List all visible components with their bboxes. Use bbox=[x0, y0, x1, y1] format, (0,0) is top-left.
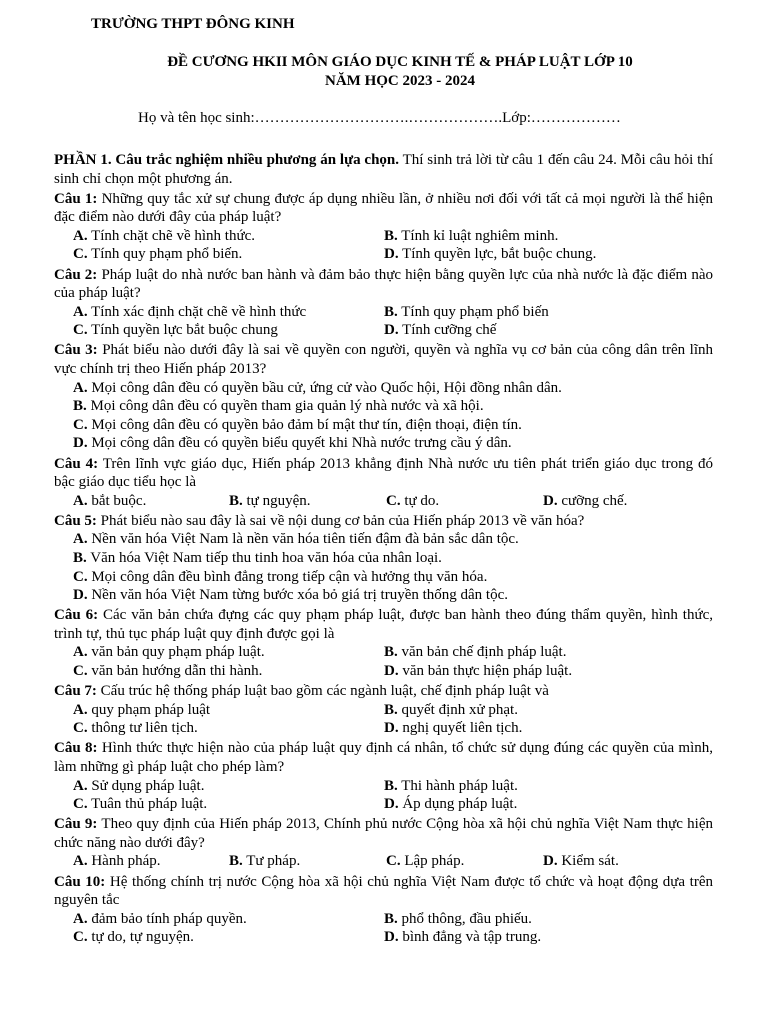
answer-option bbox=[384, 303, 713, 322]
option-text: Tính quy phạm phổ biến bbox=[397, 303, 549, 320]
question-number: Câu 10: bbox=[54, 873, 106, 890]
option-letter: B. bbox=[229, 492, 243, 509]
answer-option bbox=[384, 662, 713, 681]
answer-option bbox=[73, 586, 713, 605]
section-instruction: Thí sinh trả lời từ câu 1 đến câu 24. Mỗi câu hỏi thí sinh chỉ chọn một phương án. bbox=[54, 152, 714, 187]
answer-options bbox=[73, 852, 713, 871]
answer-option bbox=[384, 777, 713, 796]
question-10 bbox=[54, 873, 713, 947]
option-text: tự do, tự nguyện. bbox=[87, 929, 194, 946]
option-text: Lập pháp. bbox=[400, 853, 465, 870]
option-row bbox=[73, 303, 713, 322]
question-text: Hệ thống chính trị nước Cộng hòa xã hội chủ nghĩa Việt Nam được tổ chức và hoạt động dựa trên nguyên tắc bbox=[54, 873, 713, 909]
answer-option bbox=[384, 643, 713, 662]
question-stem bbox=[54, 606, 713, 643]
option-letter: A. bbox=[73, 777, 88, 794]
question-number: Câu 5: bbox=[54, 512, 97, 529]
answer-options bbox=[73, 910, 713, 947]
answer-option bbox=[543, 852, 713, 871]
option-text: Mọi công dân đều có quyền bảo đảm bí mật thư tín, điện thoại, điện tín. bbox=[87, 416, 522, 433]
section-title: PHẦN 1. Câu trắc nghiệm nhiều phương án lựa chọn. bbox=[54, 152, 400, 168]
exam-content bbox=[54, 151, 713, 948]
option-text: thông tư liên tịch. bbox=[87, 720, 198, 737]
option-text: Kiểm sát. bbox=[557, 853, 619, 870]
option-letter: B. bbox=[384, 227, 398, 244]
answer-option bbox=[73, 701, 384, 720]
question-stem bbox=[54, 682, 713, 701]
option-letter: D. bbox=[384, 929, 399, 946]
option-letter: B. bbox=[73, 398, 87, 415]
option-text: tự nguyện. bbox=[242, 492, 311, 509]
option-text: Hành pháp. bbox=[87, 853, 161, 870]
option-text: tự do. bbox=[400, 492, 440, 509]
question-text: Phát biểu nào sau đây là sai về nội dung cơ bản của Hiến pháp 2013 về văn hóa? bbox=[96, 512, 585, 529]
option-text: cưỡng chế. bbox=[557, 492, 628, 509]
student-info-line: Họ và tên học sinh:………………………….……………….Lớp:……………… bbox=[138, 110, 621, 126]
question-4 bbox=[54, 455, 713, 511]
question-number: Câu 9: bbox=[54, 816, 98, 833]
option-letter: D. bbox=[543, 853, 558, 870]
option-letter: C. bbox=[73, 322, 88, 339]
answer-option bbox=[384, 910, 713, 929]
option-letter: C. bbox=[73, 796, 88, 813]
option-text: bình đẳng và tập trung. bbox=[398, 929, 542, 946]
option-row bbox=[73, 719, 713, 738]
option-letter: A. bbox=[73, 303, 88, 320]
answer-option bbox=[73, 227, 384, 246]
option-letter: D. bbox=[384, 720, 399, 737]
option-letter: B. bbox=[384, 303, 398, 320]
option-row bbox=[73, 245, 713, 264]
answer-options bbox=[73, 643, 713, 680]
question-1 bbox=[54, 190, 713, 264]
question-5 bbox=[54, 512, 713, 605]
option-letter: D. bbox=[384, 322, 399, 339]
answer-option bbox=[384, 719, 713, 738]
answer-option bbox=[73, 416, 713, 435]
option-text: Áp dụng pháp luật. bbox=[398, 796, 518, 813]
question-text: Hình thức thực hiện nào của pháp luật quy định cá nhân, tổ chức sử dụng đúng các quyền của mình, làm những gì pháp luật cho phép làm? bbox=[54, 740, 713, 775]
answer-option bbox=[73, 719, 384, 738]
question-3 bbox=[54, 341, 713, 453]
answer-option bbox=[73, 530, 713, 549]
question-number: Câu 6: bbox=[54, 607, 99, 624]
option-text: văn bản hướng dẫn thi hành. bbox=[87, 663, 263, 680]
answer-option bbox=[386, 492, 543, 511]
question-text: Các văn bản chứa đựng các quy phạm pháp luật, được ban hành theo đúng thẩm quyền, hình thức, trình tự, thủ tục pháp luật quy định được gọi là bbox=[54, 607, 714, 642]
answer-option bbox=[73, 795, 384, 814]
option-text: đảm bảo tính pháp quyền. bbox=[87, 910, 247, 927]
option-text: Nền văn hóa Việt Nam là nền văn hóa tiên tiến đậm đà bản sắc dân tộc. bbox=[87, 531, 519, 548]
option-letter: B. bbox=[73, 549, 87, 566]
option-letter: C. bbox=[73, 663, 88, 680]
answer-option bbox=[384, 795, 713, 814]
question-stem bbox=[54, 455, 713, 492]
answer-options bbox=[73, 303, 713, 340]
document-title: ĐỀ CƯƠNG HKII MÔN GIÁO DỤC KINH TẾ & PHÁP LUẬT LỚP 10 bbox=[167, 54, 633, 70]
option-letter: D. bbox=[384, 663, 399, 680]
section-1-header bbox=[54, 151, 713, 188]
answer-option bbox=[73, 379, 713, 398]
answer-options bbox=[73, 227, 713, 264]
answer-options bbox=[73, 701, 713, 738]
answer-option bbox=[73, 643, 384, 662]
option-text: Tính cưỡng chế bbox=[398, 322, 497, 339]
option-row bbox=[73, 227, 713, 246]
answer-option bbox=[384, 701, 713, 720]
option-row bbox=[73, 492, 713, 511]
answer-option bbox=[73, 928, 384, 947]
option-text: quy phạm pháp luật bbox=[87, 701, 211, 718]
option-text: Tuân thủ pháp luật. bbox=[87, 796, 208, 813]
question-stem bbox=[54, 190, 713, 227]
option-text: Nền văn hóa Việt Nam từng bước xóa bỏ giá trị truyền thống dân tộc. bbox=[87, 587, 509, 604]
option-text: Tính quy phạm phổ biến. bbox=[87, 246, 243, 263]
question-text: Phát biểu nào dưới đây là sai về quyền con người, quyền và nghĩa vụ cơ bản của công dân trên lĩnh vực chính trị theo Hiến pháp 2013? bbox=[54, 342, 714, 378]
question-number: Câu 1: bbox=[54, 190, 98, 207]
option-row bbox=[73, 777, 713, 796]
option-letter: A. bbox=[73, 492, 88, 509]
option-letter: A. bbox=[73, 910, 88, 927]
option-letter: A. bbox=[73, 379, 88, 396]
answer-option bbox=[384, 227, 713, 246]
option-row bbox=[73, 795, 713, 814]
question-2 bbox=[54, 266, 713, 340]
answer-option bbox=[73, 434, 713, 453]
question-stem bbox=[54, 815, 713, 852]
option-letter: C. bbox=[386, 853, 401, 870]
option-row bbox=[73, 662, 713, 681]
option-text: Mọi công dân đều có quyền biểu quyết khi Nhà nước trưng cầu ý dân. bbox=[87, 435, 512, 452]
question-stem bbox=[54, 873, 713, 910]
question-number: Câu 4: bbox=[54, 455, 99, 472]
school-name: TRƯỜNG THPT ĐÔNG KINH bbox=[91, 16, 295, 32]
option-text: Mọi công dân đều có quyền bầu cử, ứng cử vào Quốc hội, Hội đồng nhân dân. bbox=[87, 379, 562, 396]
option-letter: B. bbox=[384, 701, 398, 718]
option-letter: D. bbox=[73, 587, 88, 604]
question-text: Cấu trúc hệ thống pháp luật bao gồm các ngành luật, chế định pháp luật và bbox=[96, 683, 549, 700]
question-number: Câu 7: bbox=[54, 683, 97, 700]
answer-option bbox=[386, 852, 543, 871]
option-text: Tính chặt chẽ về hình thức. bbox=[87, 227, 255, 244]
option-text: Tính xác định chặt chẽ về hình thức bbox=[87, 303, 307, 320]
option-row bbox=[73, 928, 713, 947]
option-letter: A. bbox=[73, 853, 88, 870]
option-letter: C. bbox=[386, 492, 401, 509]
answer-options bbox=[73, 379, 713, 453]
option-text: Tính quyền lực bắt buộc chung bbox=[87, 322, 278, 339]
option-text: quyết định xử phạt. bbox=[397, 701, 518, 718]
option-row bbox=[73, 643, 713, 662]
question-6 bbox=[54, 606, 713, 680]
question-8 bbox=[54, 739, 713, 813]
answer-option bbox=[73, 549, 713, 568]
question-stem bbox=[54, 739, 713, 776]
question-7 bbox=[54, 682, 713, 738]
answer-options bbox=[73, 492, 713, 511]
answer-option bbox=[384, 321, 713, 340]
option-letter: D. bbox=[543, 492, 558, 509]
answer-option bbox=[384, 928, 713, 947]
option-letter: C. bbox=[73, 568, 88, 585]
question-number: Câu 2: bbox=[54, 266, 98, 283]
answer-option bbox=[73, 492, 229, 511]
option-text: văn bản quy phạm pháp luật. bbox=[87, 644, 265, 661]
answer-option bbox=[73, 397, 713, 416]
option-letter: A. bbox=[73, 701, 88, 718]
answer-option bbox=[543, 492, 713, 511]
option-letter: C. bbox=[73, 929, 88, 946]
answer-option bbox=[73, 245, 384, 264]
option-letter: A. bbox=[73, 644, 88, 661]
option-letter: D. bbox=[384, 796, 399, 813]
option-row bbox=[73, 852, 713, 871]
question-stem bbox=[54, 266, 713, 303]
question-list bbox=[54, 190, 713, 947]
answer-option bbox=[73, 568, 713, 587]
answer-option bbox=[73, 321, 384, 340]
option-text: nghị quyết liên tịch. bbox=[398, 720, 523, 737]
option-letter: C. bbox=[73, 246, 88, 263]
option-text: Tính quyền lực, bắt buộc chung. bbox=[398, 246, 597, 263]
option-text: Mọi công dân đều bình đẳng trong tiếp cận và hưởng thụ văn hóa. bbox=[87, 568, 488, 585]
question-9 bbox=[54, 815, 713, 871]
option-row bbox=[73, 910, 713, 929]
option-letter: B. bbox=[384, 910, 398, 927]
option-text: Văn hóa Việt Nam tiếp thu tinh hoa văn hóa của nhân loại. bbox=[86, 549, 442, 566]
answer-option bbox=[73, 910, 384, 929]
question-number: Câu 3: bbox=[54, 342, 98, 359]
question-stem bbox=[54, 512, 713, 531]
answer-options bbox=[73, 530, 713, 604]
answer-option bbox=[229, 492, 386, 511]
option-row bbox=[73, 701, 713, 720]
option-letter: C. bbox=[73, 416, 88, 433]
question-text: Theo quy định của Hiến pháp 2013, Chính phủ nước Cộng hòa xã hội chủ nghĩa Việt Nam thực hiện chức năng nào dưới đây? bbox=[54, 816, 713, 851]
question-number: Câu 8: bbox=[54, 740, 98, 757]
answer-option bbox=[73, 662, 384, 681]
option-letter: D. bbox=[73, 435, 88, 452]
option-text: bắt buộc. bbox=[87, 492, 147, 509]
option-row bbox=[73, 321, 713, 340]
option-letter: A. bbox=[73, 531, 88, 548]
option-letter: B. bbox=[384, 777, 398, 794]
answer-option bbox=[73, 852, 229, 871]
option-text: Tư pháp. bbox=[242, 853, 301, 870]
option-text: Sử dụng pháp luật. bbox=[87, 777, 205, 794]
option-text: văn bản chế định pháp luật. bbox=[397, 644, 567, 661]
option-letter: B. bbox=[229, 853, 243, 870]
option-text: Mọi công dân đều có quyền tham gia quản lý nhà nước và xã hội. bbox=[86, 398, 484, 415]
question-text: Pháp luật do nhà nước ban hành và đảm bảo thực hiện bằng quyền lực của nhà nước là đặc điểm nào của pháp luật? bbox=[54, 266, 713, 302]
option-text: Thi hành pháp luật. bbox=[397, 777, 518, 794]
answer-option bbox=[73, 777, 384, 796]
answer-option bbox=[73, 303, 384, 322]
school-year: NĂM HỌC 2023 - 2024 bbox=[325, 73, 475, 89]
option-letter: A. bbox=[73, 227, 88, 244]
question-text: Trên lĩnh vực giáo dục, Hiến pháp 2013 khẳng định Nhà nước ưu tiên phát triển giáo dục trong đó bậc giáo dục tiểu học là bbox=[54, 455, 713, 491]
answer-options bbox=[73, 777, 713, 814]
option-letter: C. bbox=[73, 720, 88, 737]
option-letter: D. bbox=[384, 246, 399, 263]
answer-option bbox=[384, 245, 713, 264]
answer-option bbox=[229, 852, 386, 871]
question-text: Những quy tắc xử sự chung được áp dụng nhiều lần, ở nhiều nơi đối với tất cả mọi người là thể hiện đặc điểm nào dưới đây của pháp luật? bbox=[54, 190, 713, 226]
question-stem bbox=[54, 341, 713, 378]
option-text: phổ thông, đầu phiếu. bbox=[397, 910, 532, 927]
option-text: văn bản thực hiện pháp luật. bbox=[398, 663, 573, 680]
option-letter: B. bbox=[384, 644, 398, 661]
option-text: Tính kỉ luật nghiêm minh. bbox=[397, 227, 559, 244]
